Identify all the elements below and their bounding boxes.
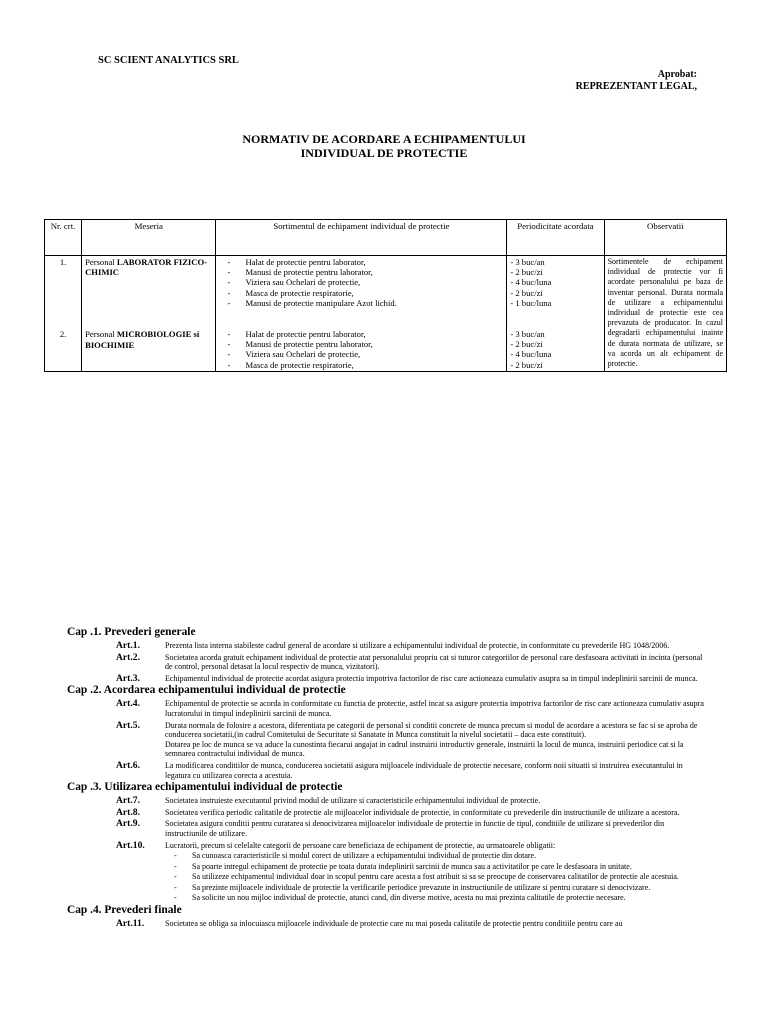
- obligation-text: Sa cunoasca caracteristicile si modul corect de utilizare a echipamentului individual de protectie din dotare.: [192, 851, 537, 861]
- meserie-name: MICROBIOLOGIE si BIOCHIMIE: [85, 329, 200, 350]
- observatii-cell: Sortimentele de echipament individual de protectie vor fi acordate personalului pe baza de inventar personal. Durata normala de utilizare a echipamentului individual de protectie este cea prevazuta de producator. In cazul degradarii echipamentului inainte de durata normata de utilizare, se va acorda un alt echipament de protectie.: [604, 256, 726, 372]
- list-item: - Halat de protectie pentru laborator,: [227, 329, 503, 339]
- article-text: Societatea se obliga sa inlocuiasca mijloacele individuale de protectie care nu mai poseda calitatile de protectie pentru conditiile pentru care au: [165, 919, 623, 929]
- article: [67, 808, 707, 818]
- list-item: - Viziera sau Ochelari de protectie,: [227, 277, 503, 287]
- article-text: Prezenta lista interna stabileste cadrul general de acordare si utilizare a echipamentului individual de protectie, in conformitate cu prevederile HG 1048/2006.: [165, 641, 670, 650]
- row-meserie: [85, 329, 212, 349]
- article: [67, 699, 707, 718]
- article-label: Art.2.: [116, 651, 140, 663]
- meserie-name: LABORATOR FIZICO-CHIMIC: [85, 257, 208, 278]
- article: [67, 641, 707, 651]
- header-observatii: Observatii: [604, 220, 726, 256]
- row-meserie: [85, 257, 212, 277]
- article-label: Art.3.: [116, 672, 140, 684]
- obligation-item: - Sa prezinte mijloacele individuale de protectie la verificarile periodice prevazute in instructiunile de utilizare si pentru curatare si denocivizare.: [174, 882, 651, 892]
- list-item: - Masca de protectie respiratorie,: [227, 360, 503, 370]
- article: [67, 761, 707, 780]
- article-text: Societatea acorda gratuit echipament individual de protectie atat personalului propriu cat si tuturor categoriilor de personal care desfasoara activitati in incinta (personal de control, personal detasat la locul respectiv de munca, vizitatori).: [165, 652, 703, 672]
- article: [67, 721, 707, 759]
- article-text: Societatea verifica periodic calitatile de protectie ale mijloacelor individuale de protectie, in conformitate cu prevederile din instructiunile de utilizare a acestora.: [165, 807, 680, 817]
- row-nr: 2.: [59, 329, 67, 340]
- article-label: Art.11.: [116, 918, 145, 930]
- article-text: Societatea instruieste executantul privind modul de utilizare si caracteristicile echipamentului individual de protectie.: [165, 796, 541, 806]
- period-item: - 3 buc/an: [510, 329, 545, 340]
- obligation-item: - Sa solicite un nou mijloc individual de protectie, atunci cand, din diverse motive, acesta nu mai prezinta calitatile de protectie necesare.: [174, 893, 626, 903]
- article-label: Art.5.: [116, 719, 140, 731]
- header-nr: Nr. crt.: [45, 220, 82, 256]
- equipment-list: [219, 329, 503, 370]
- article: [67, 841, 707, 851]
- chapters: [67, 625, 707, 929]
- article-label: Art.10.: [116, 839, 145, 851]
- approved-label: Aprobat:: [657, 69, 697, 80]
- obligation-text: Sa poarte intregul echipament de protectie pe toata durata indeplinirii sarcinii de munca sau a activitatilor pe care le desfasoara in unitate.: [192, 861, 632, 871]
- article-label: Art.1.: [116, 640, 140, 651]
- article-text: [165, 721, 707, 759]
- title-line-1: NORMATIV DE ACORDARE A ECHIPAMENTULUI: [242, 132, 526, 146]
- article-label: Art.8.: [116, 806, 140, 818]
- approval-block: [576, 69, 697, 93]
- table-sortiment-cell: [216, 256, 507, 372]
- table-meseria-cell: [82, 256, 216, 372]
- title-line-2: INDIVIDUAL DE PROTECTIE: [300, 146, 468, 160]
- article-label: Art.9.: [116, 818, 140, 830]
- article-text-extra: Dotarea pe loc de munca se va aduce la cunostinta fiecarui angajat in cadrul instruirii introductiv generale, instruirii la locul de munca, instruirii periodice cat si la semnarea contractului individual de munca.: [165, 739, 684, 759]
- article-label: Art.6.: [116, 759, 140, 771]
- article: [67, 819, 707, 838]
- list-item: - Masca de protectie respiratorie,: [227, 288, 503, 298]
- article-text: Lucratorii, precum si celelalte categorii de persoane care beneficiaza de echipament de protectie, au urmatoarele obligatii:: [165, 840, 556, 850]
- chapter-title: Cap .3. Utilizarea echipamentului individual de protectie: [67, 781, 343, 794]
- obligation-item: - Sa cunoasca caracteristicile si modul corect de utilizare a echipamentului individual de protectie din dotare.: [174, 851, 537, 861]
- document-title: [0, 132, 768, 160]
- equipment-list: [219, 257, 503, 308]
- chapter-title: Cap .4. Prevederi finale: [67, 904, 182, 917]
- period-item: - 1 buc/luna: [510, 297, 552, 308]
- period-item: - 2 buc/zi: [510, 267, 543, 278]
- period-item: - 2 buc/zi: [510, 359, 543, 370]
- article: [67, 653, 707, 672]
- period-item: - 3 buc/an: [510, 257, 545, 267]
- list-item: - Manusi de protectie pentru laborator,: [227, 339, 503, 349]
- list-item: - Manusi de protectie pentru laborator,: [227, 267, 503, 277]
- meserie-prefix: Personal: [85, 329, 115, 340]
- obligation-item: - Sa poarte intregul echipament de protectie pe toata durata indeplinirii sarcinii de munca sau a activitatilor pe care le desfasoara in unitate.: [174, 861, 632, 871]
- table-row: [45, 256, 727, 372]
- equipment-table: [44, 219, 727, 372]
- approved-by: REPREZENTANT LEGAL,: [575, 81, 697, 92]
- chapter-title: Cap .1. Prevederi generale: [67, 626, 196, 638]
- article: [67, 796, 707, 806]
- article-text: La modificarea conditiilor de munca, conducerea societatii asigura mijloacele individuale de protectie necesare, conform noii situatii si instruirea executantului in legatura cu utilizarea corecta a acestuia.: [165, 760, 683, 780]
- row-nr: 1.: [59, 257, 67, 267]
- obligation-text: Sa prezinte mijloacele individuale de protectie la verificarile periodice prevazute in instructiunile de utilizare si pentru curatare si denocivizare.: [192, 882, 651, 892]
- table-nr-cell: [45, 256, 82, 372]
- period-item: - 2 buc/zi: [510, 287, 543, 298]
- article: [67, 674, 707, 684]
- obligation-text: Sa solicite un nou mijloc individual de protectie, atunci cand, din diverse motive, acesta nu mai prezinta calitatile de protectie necesare.: [192, 893, 626, 903]
- chapter-title: Cap .2. Acordarea echipamentului individual de protectie: [67, 684, 346, 697]
- article-label: Art.4.: [116, 698, 140, 710]
- header-sortiment: Sortimentul de echipament individual de protectie: [216, 220, 507, 256]
- article-text: Echipamentul individual de protectie acordat asigura protectia impotriva factorilor de risc care actioneaza cumulativ asupra sa in timpul indeplinirii sarcinii de munca.: [165, 673, 698, 683]
- period-item: - 4 buc/luna: [510, 349, 552, 360]
- table-header-row: [45, 220, 727, 256]
- table-period-cell: [507, 256, 604, 372]
- header-meseria: Meseria: [82, 220, 216, 256]
- article-text: Societatea asigura conditii pentru curatarea si denocivizarea mijloacelor individuale de protectie in functie de tipul, conditiile de utilizare si prevederilor din instructiunile de utilizare.: [165, 819, 665, 838]
- obligation-text: Sa utilizeze echipamentul individual doar in scopul pentru care acesta a fost atribuit si sa se preocupe de conservarea calitatilor de protectie ale acestuia.: [192, 872, 679, 882]
- article-text-main: Durata normala de folosire a acestora, diferentiata pe categorii de personal si conditii concrete de munca precum si modul de acordare a acestora se fac si se aproba de conducerea societatii,(in cadrul Comitetului de Securitate si Sanatate in Munca constituit la nivelul societatii – daca este constituit).: [165, 720, 698, 740]
- list-item: - Manusi de protectie manipulare Azot lichid.: [227, 298, 503, 308]
- meserie-prefix: Personal: [85, 257, 115, 267]
- obligation-item: - Sa utilizeze echipamentul individual doar in scopul pentru care acesta a fost atribuit si sa se preocupe de conservarea calitatilor de protectie ale acestuia.: [174, 872, 679, 882]
- period-item: - 2 buc/zi: [510, 339, 543, 350]
- period-item: - 4 buc/luna: [510, 277, 552, 288]
- article: [67, 919, 707, 929]
- list-item: - Halat de protectie pentru laborator,: [227, 257, 503, 267]
- company-name: SC SCIENT ANALYTICS SRL: [98, 55, 239, 66]
- list-item: - Viziera sau Ochelari de protectie,: [227, 349, 503, 359]
- article-text: Echipamentul de protectie se acorda in conformitate cu functia de protectie, astfel incat sa asigure protectia impotriva factorilor de risc care actioneaza cumulativ asupra lucratorului in timpul indeplinirii sarcinii de munca.: [165, 699, 704, 718]
- article-label: Art.7.: [116, 795, 140, 807]
- header-periodicitate: Periodicitate acordata: [507, 220, 604, 256]
